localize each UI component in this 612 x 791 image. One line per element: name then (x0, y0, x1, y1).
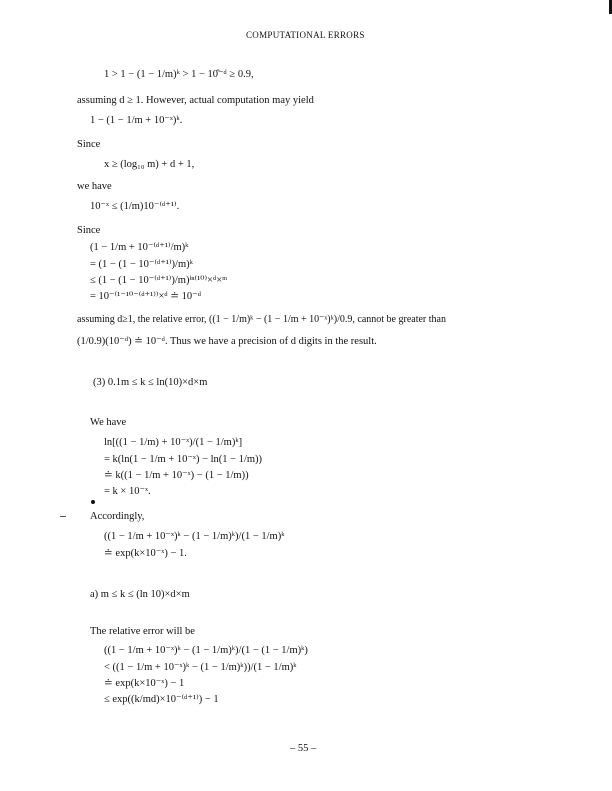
equation-line: (1 − 1/m + 10⁻⁽ᵈ⁺¹⁾/m)ᵏ (90, 242, 189, 253)
equation-line: = (1 − (1 − 10⁻⁽ᵈ⁺¹⁾)/m)ᵏ (90, 259, 193, 270)
equation-line: = 10⁻⁽¹⁻¹⁰⁻⁽ᵈ⁺¹⁾⁾×ᵈ ≐ 10⁻ᵈ (90, 291, 201, 302)
text-line: (1/0.9)(10⁻ᵈ) ≐ 10⁻ᵈ. Thus we have a precision of d digits in the result. (77, 336, 377, 347)
equation-line: = k(ln(1 − 1/m + 10⁻ˣ) − ln(1 − 1/m)) (104, 454, 263, 465)
text-line: assuming d ≥ 1. However, actual computation may yield (77, 95, 314, 106)
equation-line: ≐ k((1 − 1/m + 10⁻ˣ) − (1 − 1/m)) (104, 470, 249, 481)
text-line: Since (77, 225, 101, 236)
section-heading: (3) 0.1m ≤ k ≤ ln(10)×d×m (93, 377, 208, 388)
text-line: Since (77, 139, 101, 150)
equation-line: < ((1 − 1/m + 10⁻ˣ)ᵏ − (1 − 1/m)ᵏ))/(1 − 1/m)ᵏ (104, 662, 297, 673)
equation-line: 1 > 1 − (1 − 1/m)ᵏ > 1 − 10̂⁻ᵈ ≥ 0.9, (104, 69, 254, 80)
margin-mark (60, 516, 66, 517)
text-line: we have (77, 181, 112, 192)
equation-line: ln[((1 − 1/m) + 10⁻ˣ)/(1 − 1/m)ᵏ] (104, 437, 243, 448)
subsection-heading: a) m ≤ k ≤ (ln 10)×d×m (90, 589, 190, 600)
page-header: COMPUTATIONAL ERRORS (246, 30, 365, 40)
text-line: We have (90, 417, 127, 428)
page-number: – 55 – (290, 743, 317, 754)
equation-line: ((1 − 1/m + 10⁻ˣ)ᵏ − (1 − 1/m)ᵏ)/(1 − 1/m)ᵏ (104, 531, 285, 542)
text-line: The relative error will be (90, 626, 195, 637)
equation-line: ≐ exp(k×10⁻ˣ) − 1 (104, 678, 185, 689)
equation-line: ≐ exp(k×10⁻ˣ) − 1. (104, 548, 187, 559)
equation-line: ≤ (1 − (1 − 10⁻⁽ᵈ⁺¹⁾)/m)ˡⁿ⁽¹⁰⁾×ᵈ×ᵐ (90, 275, 228, 286)
equation-line: ((1 − 1/m + 10⁻ˣ)ᵏ − (1 − 1/m)ᵏ)/(1 − (1 − 1/m)ᵏ) (104, 645, 308, 656)
text-line: assuming d≥1, the relative error, ((1 − 1/m)ᵏ − (1 − 1/m + 10⁻ˣ)ᵏ)/0.9, cannot be greater than (77, 314, 446, 325)
equation-line: ≤ exp((k/md)×10⁻⁽ᵈ⁺¹⁾) − 1 (104, 694, 219, 705)
scan-speck (91, 500, 95, 504)
text-line: Accordingly, (90, 511, 145, 522)
equation-line: = k × 10⁻ˣ. (104, 486, 151, 497)
equation-line: 1 − (1 − 1/m + 10⁻ˣ)ᵏ. (90, 115, 183, 126)
equation-line: 10⁻ˣ ≤ (1/m)10⁻⁽ᵈ⁺¹⁾. (90, 201, 180, 212)
equation-line: x ≥ (log₁₀ m) + d + 1, (104, 159, 195, 170)
